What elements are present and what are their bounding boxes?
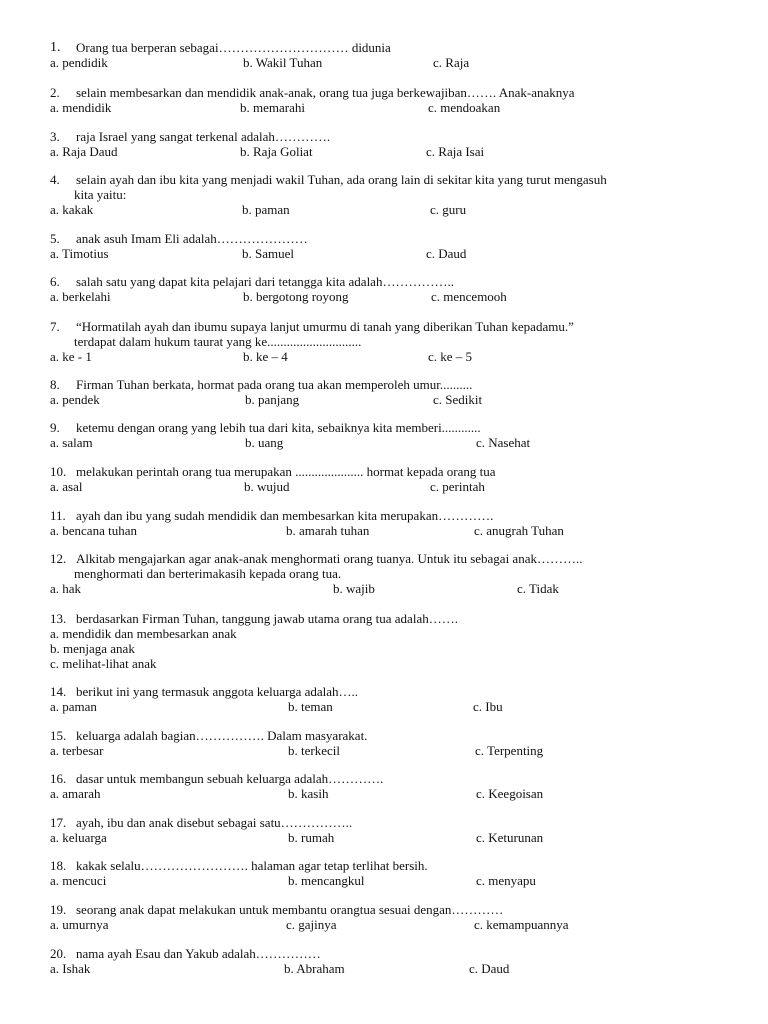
question-line	[50, 551, 740, 566]
question-5	[50, 231, 740, 261]
question-line	[50, 771, 740, 786]
question-text: keluarga adalah bagian……………. Dalam masyarakat.	[76, 728, 368, 743]
question-text: seorang anak dapat melakukan untuk membantu orangtua sesuai dengan…………	[76, 902, 504, 917]
option-c: c. Daud	[469, 961, 510, 976]
options-row	[50, 873, 740, 888]
option-a: a. pendidik	[50, 55, 108, 70]
question-number: 3.	[50, 129, 60, 144]
question-number: 2.	[50, 85, 60, 100]
question-line	[50, 319, 740, 334]
question-text: “Hormatilah ayah dan ibumu supaya lanjut umurmu di tanah yang diberikan Tuhan kepadamu.”	[76, 319, 574, 334]
question-continuation-line	[50, 187, 740, 202]
option-b: b. paman	[242, 202, 290, 217]
question-number: 20.	[50, 946, 67, 961]
question-text: selain ayah dan ibu kita yang menjadi wakil Tuhan, ada orang lain di sekitar kita yang turut mengasuh	[76, 172, 607, 187]
question-number: 13.	[50, 611, 67, 626]
question-16	[50, 771, 740, 801]
option-b: b. wajib	[333, 581, 375, 596]
option-a: a. keluarga	[50, 830, 107, 845]
question-text: menghormati dan berterimakasih kepada orang tua.	[74, 566, 342, 581]
question-continuation-line	[50, 566, 740, 581]
option-a: a. Raja Daud	[50, 144, 118, 159]
question-text: berikut ini yang termasuk anggota keluarga adalah…..	[76, 684, 359, 699]
option-b: b. bergotong royong	[243, 289, 349, 304]
question-6	[50, 274, 740, 304]
options-row	[50, 581, 740, 596]
question-number: 15.	[50, 728, 67, 743]
option-a: a. umurnya	[50, 917, 109, 932]
option-c: c. Keegoisan	[476, 786, 544, 801]
options-row	[50, 435, 740, 450]
option-a: a. berkelahi	[50, 289, 111, 304]
question-text: Alkitab mengajarkan agar anak-anak menghormati orang tuanya. Untuk itu sebagai anak………..	[76, 551, 583, 566]
option-b: b. terkecil	[288, 743, 340, 758]
question-line	[50, 902, 740, 917]
option-a: a. ke - 1	[50, 349, 92, 364]
option-c: c. Ibu	[473, 699, 503, 714]
question-number: 1.	[50, 40, 61, 55]
option-a: a. salam	[50, 435, 93, 450]
option-a: a. pendek	[50, 392, 100, 407]
option-c: c. mencemooh	[431, 289, 507, 304]
question-text: ayah dan ibu yang sudah mendidik dan membesarkan kita merupakan………….	[76, 508, 494, 523]
option-c: c. anugrah Tuhan	[474, 523, 564, 538]
question-17	[50, 815, 740, 845]
question-text: selain membesarkan dan mendidik anak-anak, orang tua juga berkewajiban……. Anak-anaknya	[76, 85, 575, 100]
option-b: b. Samuel	[242, 246, 294, 261]
question-line	[50, 129, 740, 144]
question-text: berdasarkan Firman Tuhan, tanggung jawab utama orang tua adalah…….	[76, 611, 458, 626]
option-a: a. bencana tuhan	[50, 523, 137, 538]
option-a: a. hak	[50, 581, 82, 596]
option-a: a. mendidik dan membesarkan anak	[50, 626, 237, 641]
option-b: b. amarah tuhan	[286, 523, 370, 538]
question-text: ketemu dengan orang yang lebih tua dari kita, sebaiknya kita memberi............	[76, 420, 481, 435]
question-line	[50, 40, 740, 55]
question-number: 10.	[50, 464, 67, 479]
option-c: c. ke – 5	[428, 349, 473, 364]
question-number: 5.	[50, 231, 60, 246]
option-a: a. paman	[50, 699, 97, 714]
options-row	[50, 392, 740, 407]
option-c: c. Terpenting	[475, 743, 544, 758]
option-a: a. Timotius	[50, 246, 109, 261]
question-number: 8.	[50, 377, 60, 392]
question-line	[50, 274, 740, 289]
question-text: Orang tua berperan sebagai………………………… didunia	[76, 40, 391, 55]
question-13	[50, 611, 740, 671]
option-c: c. Raja	[433, 55, 470, 70]
question-11	[50, 508, 740, 538]
question-line	[50, 172, 740, 187]
question-text: dasar untuk membangun sebuah keluarga adalah………….	[76, 771, 384, 786]
question-number: 17.	[50, 815, 67, 830]
question-text: Firman Tuhan berkata, hormat pada orang tua akan memperoleh umur..........	[76, 377, 473, 392]
option-a: a. amarah	[50, 786, 101, 801]
option-b: c. gajinya	[286, 917, 337, 932]
option-a: a. mendidik	[50, 100, 112, 115]
options-row	[50, 100, 740, 115]
options-row	[50, 699, 740, 714]
options-row	[50, 830, 740, 845]
question-text: kita yaitu:	[74, 187, 127, 202]
options-row	[50, 523, 740, 538]
options-row	[50, 55, 740, 70]
question-20	[50, 946, 740, 976]
option-c: c. Tidak	[517, 581, 559, 596]
question-line	[50, 231, 740, 246]
option-a: a. terbesar	[50, 743, 104, 758]
question-number: 6.	[50, 274, 60, 289]
question-text: melakukan perintah orang tua merupakan ..................... hormat kepada orang tua	[76, 464, 496, 479]
question-line	[50, 377, 740, 392]
question-line	[50, 728, 740, 743]
option-b: b. memarahi	[240, 100, 305, 115]
option-b: b. Raja Goliat	[240, 144, 313, 159]
question-12	[50, 551, 740, 596]
options-row	[50, 743, 740, 758]
option-a: a. kakak	[50, 202, 94, 217]
question-18	[50, 858, 740, 888]
question-9	[50, 420, 740, 450]
question-line	[50, 946, 740, 961]
options-row	[50, 961, 740, 976]
options-row	[50, 349, 740, 364]
option-c: c. guru	[430, 202, 467, 217]
option-a: a. asal	[50, 479, 83, 494]
question-text: raja Israel yang sangat terkenal adalah………….	[76, 129, 331, 144]
options-row	[50, 246, 740, 261]
option-b: b. ke – 4	[243, 349, 288, 364]
question-number: 12.	[50, 551, 67, 566]
option-b: b. uang	[245, 435, 284, 450]
option-b: b. mencangkul	[288, 873, 365, 888]
options-row	[50, 917, 740, 932]
question-line	[50, 684, 740, 699]
option-c: c. mendoakan	[428, 100, 501, 115]
options-row	[50, 786, 740, 801]
options-row	[50, 202, 740, 217]
option-c: c. menyapu	[476, 873, 536, 888]
question-line	[50, 420, 740, 435]
question-text: salah satu yang dapat kita pelajari dari tetangga kita adalah……………..	[76, 274, 454, 289]
option-b: b. menjaga anak	[50, 641, 135, 656]
question-number: 14.	[50, 684, 67, 699]
option-c: c. kemampuannya	[474, 917, 569, 932]
question-2	[50, 85, 740, 115]
question-text: ayah, ibu dan anak disebut sebagai satu……………..	[76, 815, 353, 830]
option-b: b. teman	[288, 699, 333, 714]
question-line	[50, 815, 740, 830]
option-b: b. wujud	[244, 479, 290, 494]
question-number: 9.	[50, 420, 60, 435]
option-b: b. Wakil Tuhan	[243, 55, 323, 70]
question-line	[50, 508, 740, 523]
question-line	[50, 858, 740, 873]
option-c: c. Nasehat	[476, 435, 531, 450]
question-3	[50, 129, 740, 159]
option-c: c. Raja Isai	[426, 144, 485, 159]
options-row	[50, 289, 740, 304]
options-row	[50, 479, 740, 494]
question-number: 4.	[50, 172, 60, 187]
question-4	[50, 172, 740, 217]
options-row	[50, 144, 740, 159]
option-b: b. panjang	[245, 392, 300, 407]
option-c: c. melihat-lihat anak	[50, 656, 157, 671]
question-text: nama ayah Esau dan Yakub adalah……………	[76, 946, 321, 961]
option-b: b. kasih	[288, 786, 329, 801]
question-number: 11.	[50, 508, 66, 523]
question-continuation-line	[50, 334, 740, 349]
question-line	[50, 85, 740, 100]
question-number: 7.	[50, 319, 60, 334]
question-1	[50, 40, 740, 70]
option-a: a. mencuci	[50, 873, 107, 888]
option-c: c. Keturunan	[476, 830, 544, 845]
option-c: c. Sedikit	[433, 392, 483, 407]
question-text: anak asuh Imam Eli adalah…………………	[76, 231, 308, 246]
option-c: c. Daud	[426, 246, 467, 261]
question-text: kakak selalu……………………. halaman agar tetap terlihat bersih.	[76, 858, 428, 873]
question-number: 19.	[50, 902, 67, 917]
question-15	[50, 728, 740, 758]
question-text: terdapat dalam hukum taurat yang ke.............................	[74, 334, 362, 349]
question-number: 16.	[50, 771, 67, 786]
question-line	[50, 464, 740, 479]
option-c: c. perintah	[430, 479, 485, 494]
option-a: a. Ishak	[50, 961, 91, 976]
question-7	[50, 319, 740, 364]
question-10	[50, 464, 740, 494]
question-line	[50, 611, 740, 626]
option-b: b. rumah	[288, 830, 335, 845]
question-19	[50, 902, 740, 932]
question-8	[50, 377, 740, 407]
option-b: b. Abraham	[284, 961, 345, 976]
question-14	[50, 684, 740, 714]
question-number: 18.	[50, 858, 67, 873]
